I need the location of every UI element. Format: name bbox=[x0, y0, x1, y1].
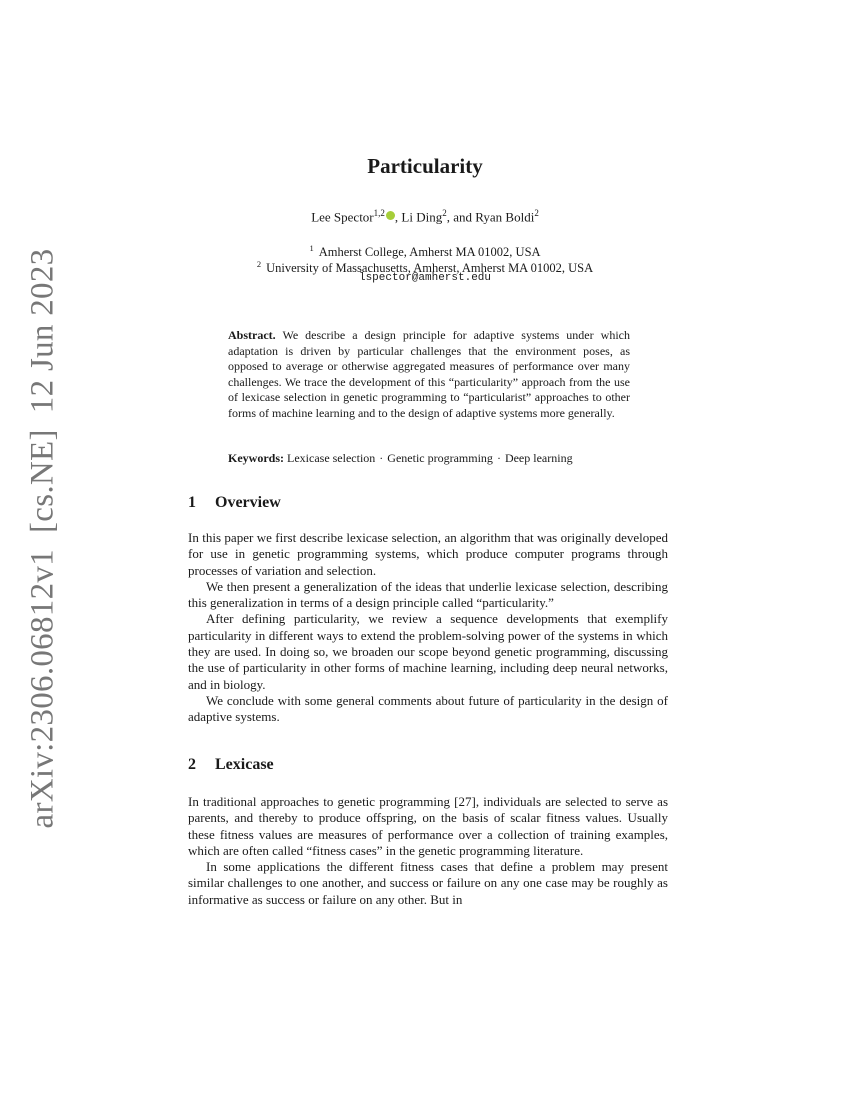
author-list bbox=[0, 208, 850, 225]
affiliation-mark: 1 bbox=[309, 243, 314, 253]
section-heading bbox=[188, 494, 281, 512]
paragraph: We conclude with some general comments about future of particularity in the design of adaptive systems. bbox=[188, 692, 668, 725]
paper-title: Particularity bbox=[367, 154, 483, 178]
author-affil-mark: 2 bbox=[442, 208, 447, 218]
paragraph: We then present a generalization of the ideas that underlie lexicase selection, describing this generalization in terms of a design principle called “particularity.” bbox=[188, 578, 668, 611]
arxiv-category: [cs.NE] bbox=[24, 428, 61, 533]
keyword-separator: · bbox=[496, 451, 501, 465]
arxiv-id: arXiv:2306.06812v1 bbox=[24, 548, 61, 828]
keywords bbox=[228, 451, 638, 467]
paragraph: In this paper we first describe lexicase selection, an algorithm that was originally developed for use in genetic programming systems, which produce computer programs through processes of variation and selection. bbox=[188, 530, 668, 578]
abstract bbox=[228, 328, 630, 422]
section-title: Overview bbox=[215, 494, 281, 511]
section-body bbox=[188, 530, 668, 726]
author-name: Ryan Boldi bbox=[475, 209, 535, 225]
section-number: 1 bbox=[188, 494, 196, 511]
affiliation-text: University of Massachusetts, Amherst, Amherst MA 01002, USA bbox=[266, 261, 594, 276]
author-separator: , and bbox=[446, 209, 476, 225]
arxiv-side-stamp bbox=[22, 248, 64, 828]
abstract-text: We describe a design principle for adaptive systems under which adaptation is driven by particular challenges that the environment poses, as opposed to average or otherwise aggregated measures of performance over many challenges. We trace the development of this “particularity” approach from the use of lexicase selection in genetic programming to “particularist” approaches to other forms of machine learning and to the design of adaptive systems more generally. bbox=[228, 328, 630, 420]
keyword-item: Lexicase selection bbox=[287, 451, 376, 465]
keyword-item: Deep learning bbox=[504, 451, 573, 465]
keyword-item: Genetic programming bbox=[387, 451, 493, 465]
section-title: Lexicase bbox=[215, 756, 274, 773]
paragraph: In some applications the different fitness cases that define a problem may present similar challenges to one another, and success or failure on any one case may be roughly as informative as success or failure on any other. But in bbox=[188, 859, 668, 907]
paragraph: In traditional approaches to genetic programming [27], individuals are selected to serve as parents, and thereby to produce offspring, on the basis of scalar fitness values. Usually these fitness values are measures of performance over a collection of training examples, which are often called “fitness cases” in the genetic programming literature. bbox=[188, 794, 668, 858]
author-email[interactable]: lspector@amherst.edu bbox=[358, 272, 492, 284]
section-body bbox=[188, 794, 668, 908]
affiliation-text: Amherst College, Amherst MA 01002, USA bbox=[318, 245, 541, 260]
orcid-icon[interactable] bbox=[386, 211, 395, 220]
author-separator: , bbox=[394, 209, 402, 225]
keyword-separator: · bbox=[379, 451, 384, 465]
keywords-label: Keywords: bbox=[228, 451, 284, 465]
author-name: Li Ding bbox=[401, 209, 443, 225]
abstract-label: Abstract. bbox=[228, 328, 276, 342]
section-heading bbox=[188, 756, 274, 774]
arxiv-date: 12 Jun 2023 bbox=[24, 248, 61, 413]
author-affil-mark: 1,2 bbox=[373, 208, 385, 218]
author-name: Lee Spector bbox=[311, 209, 374, 225]
paragraph: After defining particularity, we review a sequence developments that exemplify particularity in different ways to extend the problem-solving power of the systems in which they are used. In doing so, we broaden our scope beyond genetic programming, discussing the use of particularity in other forms of machine learning, including deep neural networks, and in biology. bbox=[188, 611, 668, 692]
affiliation-mark: 2 bbox=[256, 259, 262, 269]
section-number: 2 bbox=[188, 756, 196, 773]
author-affil-mark: 2 bbox=[534, 208, 539, 218]
